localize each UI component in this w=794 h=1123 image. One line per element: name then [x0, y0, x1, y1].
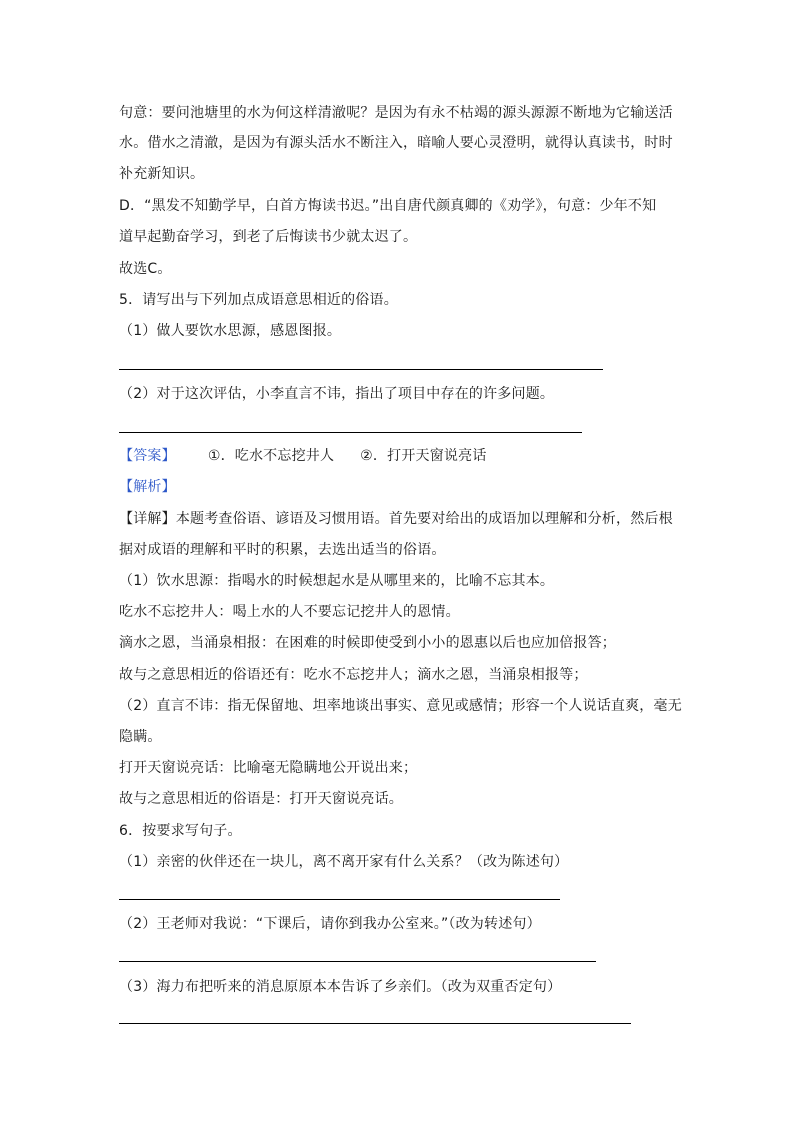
answer-line — [119, 446, 487, 466]
detail-tag: 【详解】 — [119, 511, 176, 527]
detail-line: 打开天窗说亮话：比喻毫无隐瞒地公开说出来； — [119, 760, 418, 776]
question-6-item-1: （1）亲密的伙伴还在一块儿，离不离开家有什么关系？（改为陈述句） — [119, 854, 569, 870]
detail-line: 故与之意思相近的俗语是：打开天窗说亮话。 — [119, 791, 403, 807]
question-5-title: 5．请写出与下列加点成语意思相近的俗语。 — [119, 292, 398, 308]
question-6-item-2: （2）王老师对我说：“下课后，请你到我办公室来。”（改为转述句） — [119, 916, 541, 932]
text-line: 水。借水之清澈，是因为有源头活水不断注入，暗喻人要心灵澄明，就得认真读书，时时 — [119, 135, 673, 151]
answer-blank-line — [119, 432, 582, 433]
detail-line: （2）直言不讳：指无保留地、坦率地谈出事实、意见或感情；形容一个人说话直爽，毫无 — [119, 698, 682, 714]
answer-item-1: ①．吃水不忘挖井人 — [207, 448, 335, 464]
analysis-tag: 【解析】 — [119, 479, 176, 495]
text-line: 故选C。 — [119, 261, 172, 277]
text-line: 补充新知识。 — [119, 166, 205, 182]
answer-blank-line — [119, 369, 603, 370]
answer-blank-line — [119, 1023, 631, 1024]
detail-line: 故与之意思相近的俗语还有：吃水不忘挖井人；滴水之恩，当涌泉相报等； — [119, 667, 588, 683]
answer-tag: 【答案】 — [119, 448, 176, 464]
text-line: D．“黑发不知勤学早，白首方悔读书迟。”出自唐代颜真卿的《劝学》，句意：少年不知 — [119, 198, 657, 214]
text-line: 句意：要问池塘里的水为何这样清澈呢？是因为有永不枯竭的源头源源不断地为它输送活 — [119, 105, 673, 121]
detail-line — [119, 509, 673, 529]
question-6-title: 6．按要求写句子。 — [119, 823, 242, 839]
answer-blank-line — [119, 961, 596, 962]
answer-item-2: ②．打开天窗说亮话 — [360, 448, 487, 464]
answer-blank-line — [119, 899, 560, 900]
detail-line: （1）饮水思源：指喝水的时候想起水是从哪里来的，比喻不忘其本。 — [119, 573, 555, 589]
question-6-item-3: （3）海力布把听来的消息原原本本告诉了乡亲们。（改为双重否定句） — [119, 979, 562, 995]
detail-line: 隐瞒。 — [119, 729, 162, 745]
text-line: 道早起勤奋学习，到老了后悔读书少就太迟了。 — [119, 229, 418, 245]
detail-line: 吃水不忘挖井人：喝上水的人不要忘记挖井人的恩情。 — [119, 604, 460, 620]
question-5-item-1: （1）做人要饮水思源，感恩图报。 — [119, 323, 342, 339]
detail-line: 据对成语的理解和平时的积累，去选出适当的俗语。 — [119, 542, 446, 558]
detail-text: 本题考查俗语、谚语及习惯用语。首先要对给出的成语加以理解和分析，然后根 — [175, 511, 673, 527]
question-5-item-2: （2）对于这次评估，小李直言不讳，指出了项目中存在的许多问题。 — [119, 386, 555, 402]
detail-line: 滴水之恩，当涌泉相报：在困难的时候即使受到小小的恩惠以后也应加倍报答； — [119, 635, 616, 651]
